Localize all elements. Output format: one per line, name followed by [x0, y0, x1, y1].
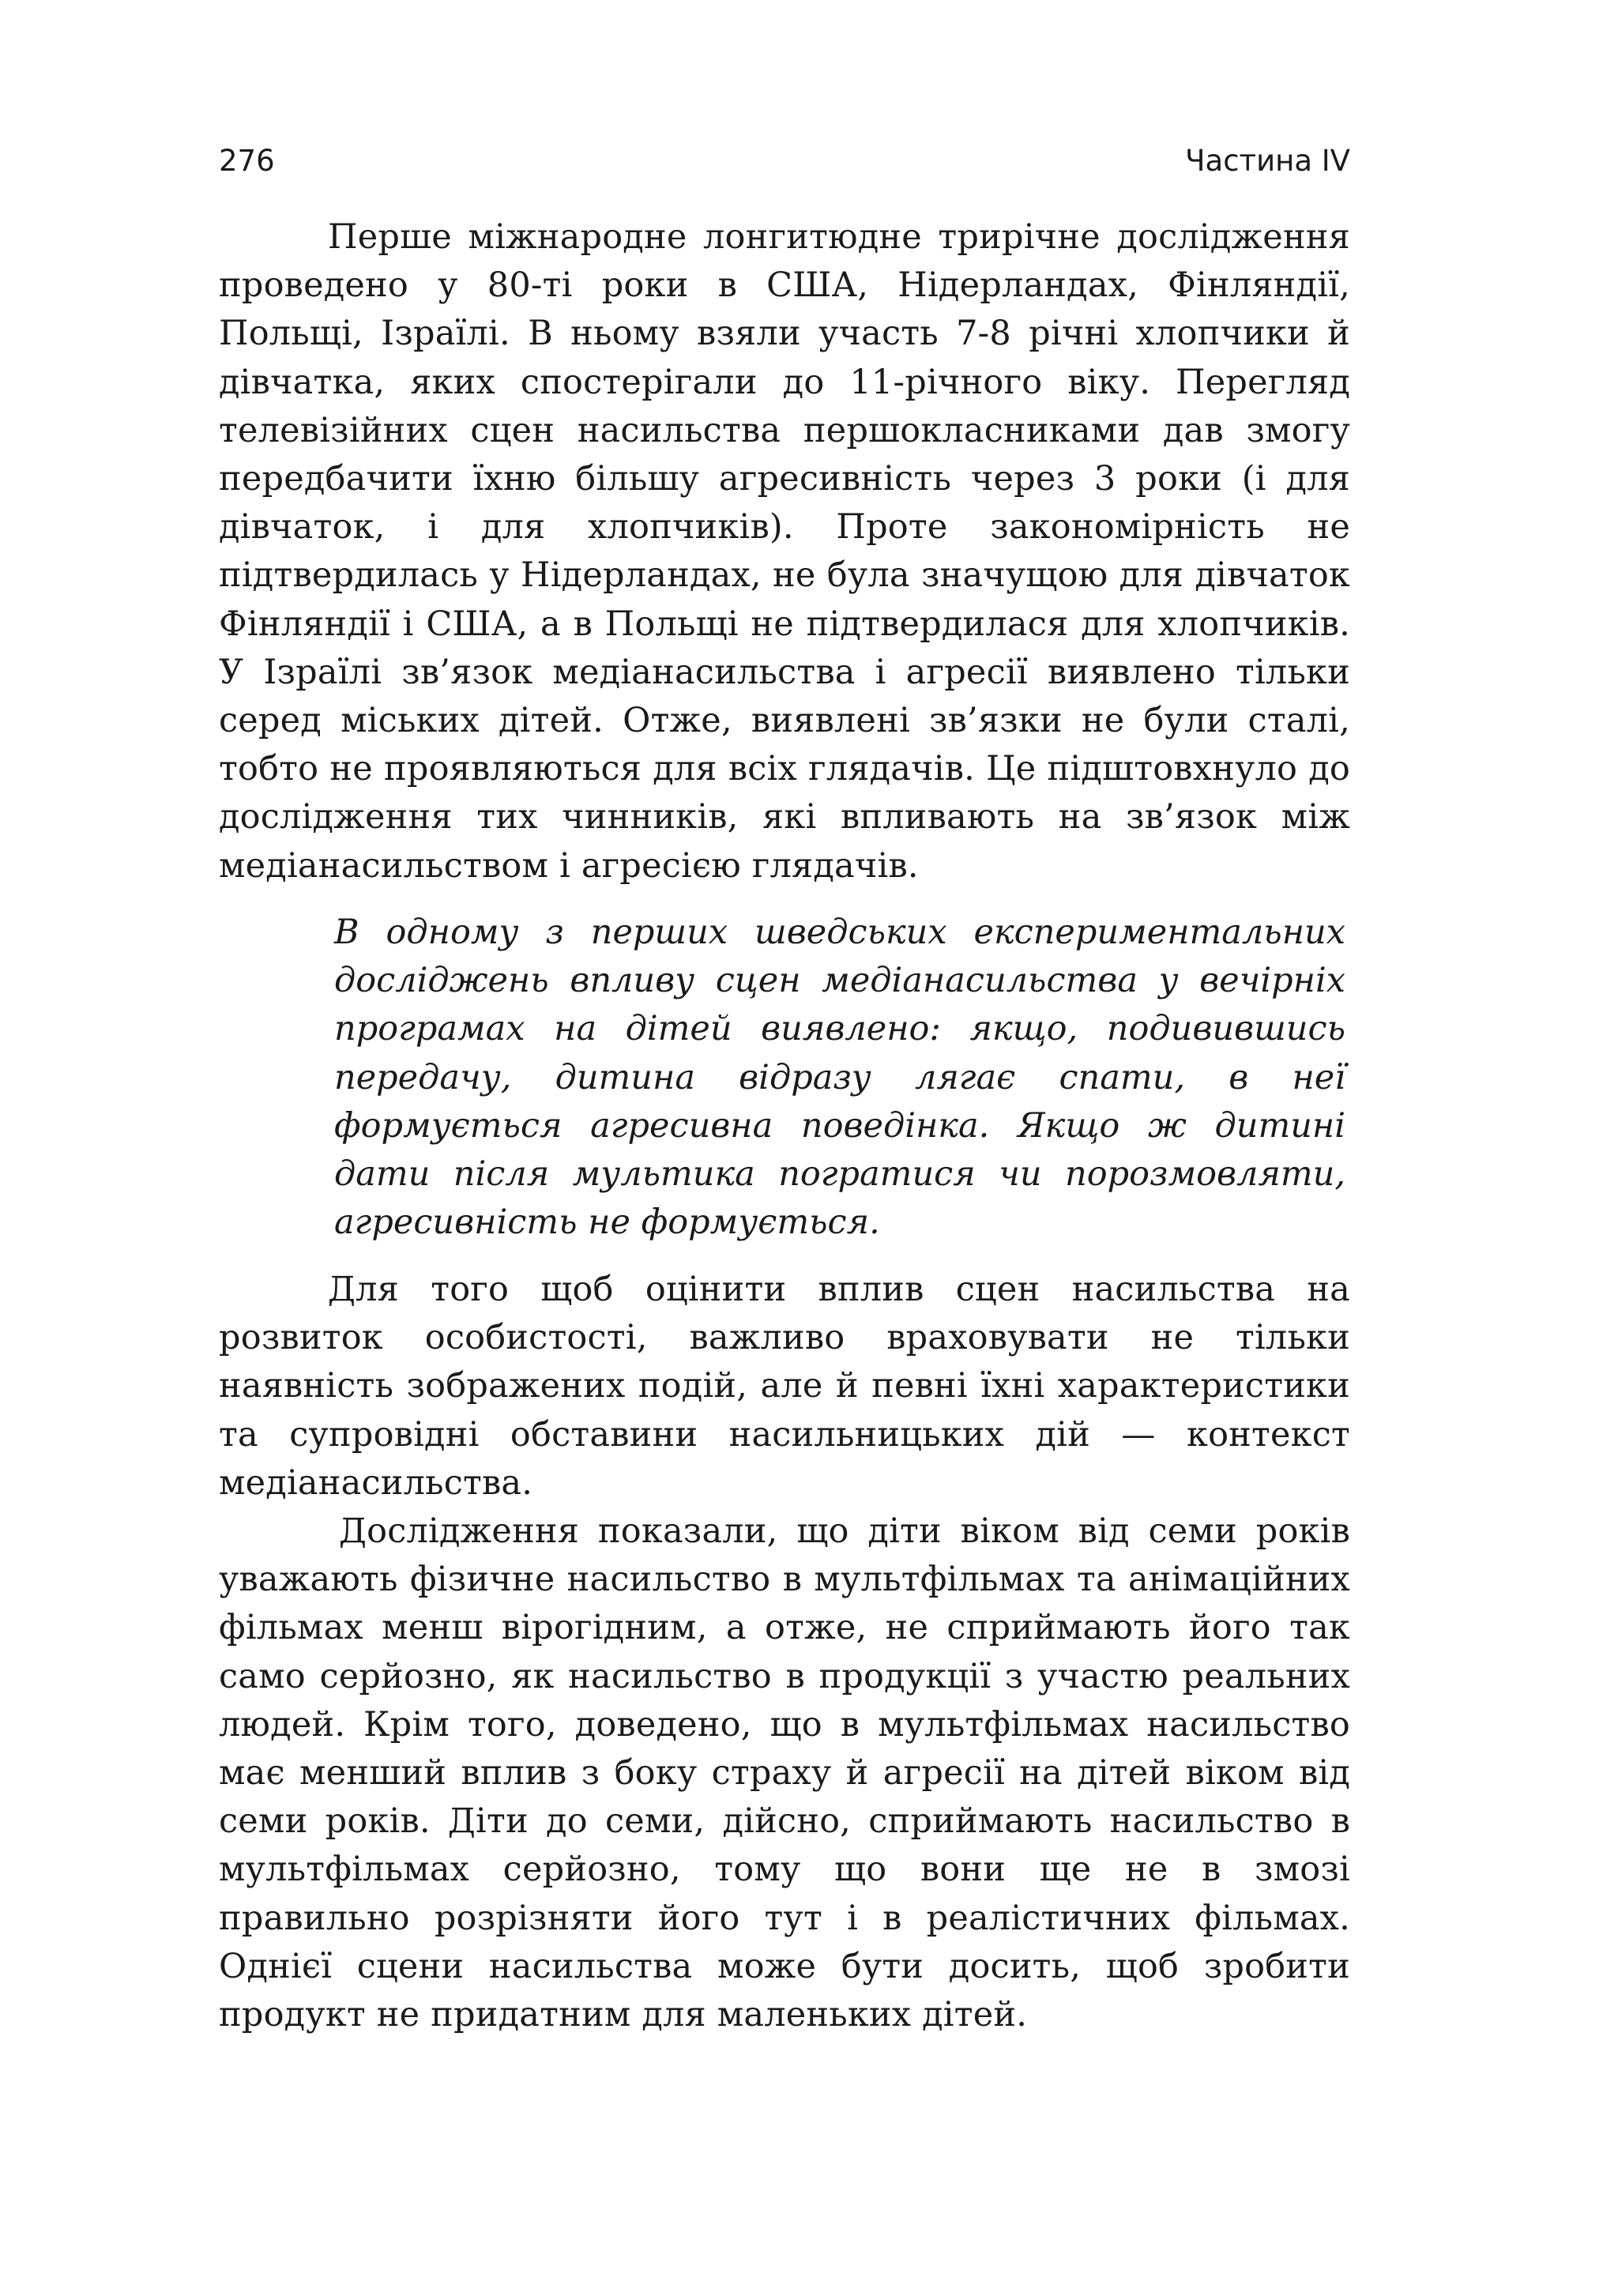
body-paragraph-2: Для того щоб оцінити вплив сцен насильства на розвиток особистості, важливо враховувати не тільки наявність зображених подій, але й певні їхні характеристики та супровідні обставини насильницьких дій — контекст медіанасильства.	[219, 1270, 1350, 1503]
page-number: 276	[219, 144, 275, 178]
page-header	[219, 144, 1350, 199]
running-title: Частина IV	[1185, 144, 1350, 178]
body-paragraph-3: Дослідження показали, що діти віком від семи років уважають фізичне насильство в мультфільмах та анімаційних фільмах менш вірогідним, а отже, не сприймають його так само серйозно, як насильство в продукції з участю реальних людей. Крім того, доведено, що в мультфільмах насильство має менший вплив з боку страху й агресії на дітей віком від семи років. Діти до семи, дійсно, сприймають насильство в мультфільмах серйозно, тому що вони ще не в змозі правильно розрізняти його тут і в реалістичних фільмах. Однієї сцени насильства може бути досить, щоб зробити продукт не придатним для маленьких дітей.	[219, 1511, 1350, 2035]
italic-note-paragraph: В одному з перших шведських експериментальних досліджень впливу сцен медіанасильства у вечірніх програмах на дітей виявлено: якщо, подивившись передачу, дитина відразу лягає спати, в неї формується агресивна поведінка. Якщо ж дитині дати після мультика погратися чи порозмовляти, агресивність не формується.	[334, 913, 1345, 1243]
body-paragraph-1: Перше міжнародне лонгитюдне трирічне дослідження проведено у 80-ті роки в США, Нідерландах, Фінляндії, Польщі, Ізраїлі. В ньому взяли участь 7-8 річні хлопчики й дівчатка, яких спостерігали до 11-річного віку. Перегляд телевізійних сцен насильства першокласниками дав змогу передбачити їхню більшу агресивність через 3 роки (і для дівчаток, і для хлопчиків). Проте закономірність не підтвердилась у Нідерландах, не була значущою для дівчаток Фінляндії і США, а в Польщі не підтвердилася для хлопчиків. У Ізраїлі зв’язок медіанасильства і агресії виявлено тільки серед міських дітей. Отже, виявлені зв’язки не були сталі, тобто не проявляються для всіх глядачів. Це підштовхнуло до дослідження тих чинників, які впливають на зв’язок між медіанасильством і агресією глядачів.	[219, 217, 1350, 886]
